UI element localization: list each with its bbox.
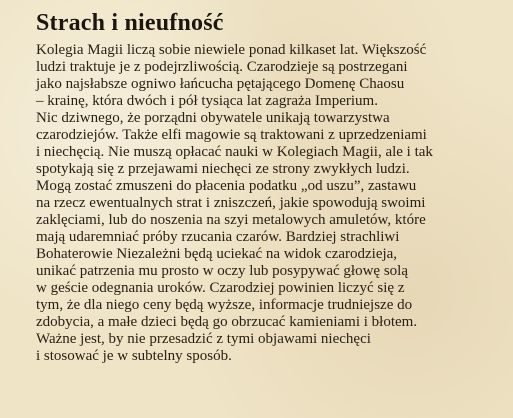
text-line: unikać patrzenia mu prosto w oczy lub posypywać głowę solą: [36, 263, 408, 279]
text-line: czarodziejów. Także elfi magowie są traktowani z uprzedzeniami: [36, 127, 427, 143]
text-line: tym, że dla niego ceny będą wyższe, informacje trudniejsze do: [36, 297, 413, 313]
text-line: Mogą zostać zmuszeni do płacenia podatku „od uszu”, zastawu: [36, 178, 417, 194]
body-paragraph: [36, 42, 495, 365]
text-line: spotykają się z przejawami niechęci ze strony zwykłych ludzi.: [36, 161, 410, 177]
text-line: zaklęciami, lub do noszenia na szyi metalowych amuletów, które: [36, 212, 426, 228]
text-line: mają udaremniać próby rzucania czarów. Bardziej strachliwi: [36, 229, 400, 245]
text-line: Bohaterowie Niezależni będą uciekać na widok czarodzieja,: [36, 246, 398, 262]
text-line: i stosować je w subtelny sposób.: [36, 348, 232, 364]
text-line: w geście odegnania uroków. Czarodziej powinien liczyć się z: [36, 280, 405, 296]
text-line: ludzi traktuje je z podejrzliwością. Czarodzieje są postrzegani: [36, 59, 408, 75]
section-heading: Strach i nieufność: [36, 10, 224, 36]
text-line: Kolegia Magii liczą sobie niewiele ponad kilkaset lat. Większość: [36, 42, 427, 58]
text-line: i niechęcią. Nie muszą opłacać nauki w Kolegiach Magii, ale i tak: [36, 144, 433, 160]
text-line: Nic dziwnego, że porządni obywatele unikają towarzystwa: [36, 110, 390, 126]
text-line: – krainę, która dwóch i pół tysiąca lat zagraża Imperium.: [36, 93, 378, 109]
text-line: Ważne jest, by nie przesadzić z tymi objawami niechęci: [36, 331, 371, 347]
text-line: jako najsłabsze ogniwo łańcucha pętającego Domenę Chaosu: [36, 76, 405, 92]
text-line: zdobycia, a małe dzieci będą go obrzucać kamieniami i błotem.: [36, 314, 418, 330]
text-line: na rzecz ewentualnych strat i zniszczeń, jakie spowodują swoimi: [36, 195, 426, 211]
